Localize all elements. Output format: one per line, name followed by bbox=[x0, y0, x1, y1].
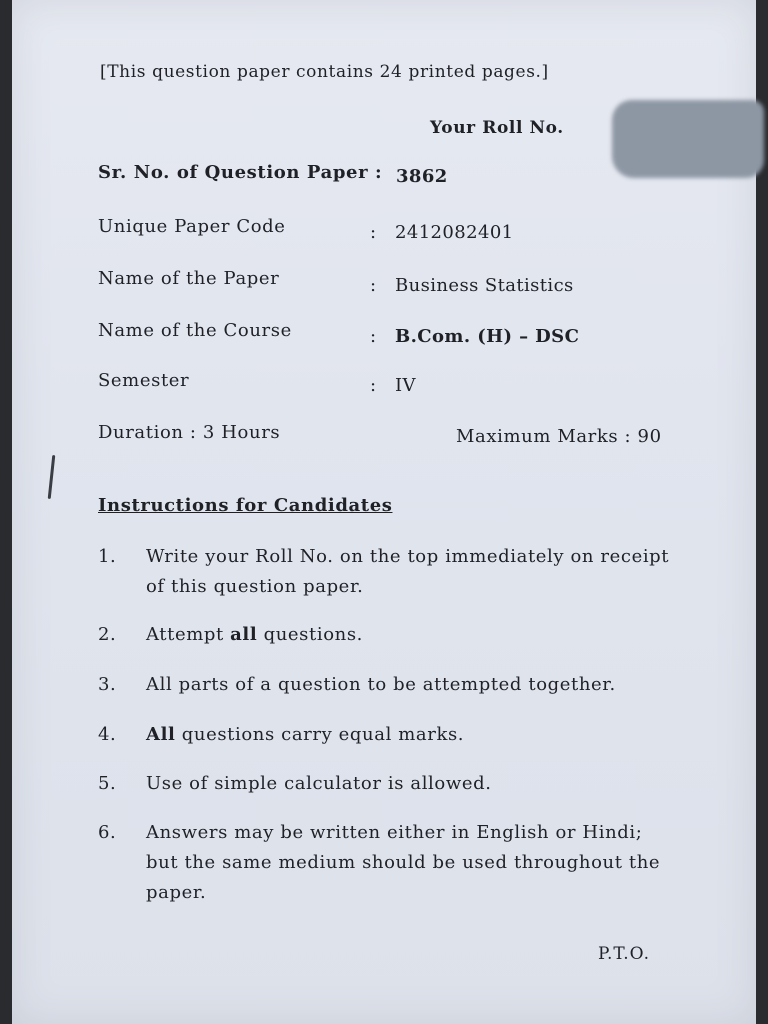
roll-number-label: Your Roll No. bbox=[430, 118, 564, 138]
instruction-number: 3. bbox=[98, 674, 117, 695]
instruction-number: 2. bbox=[98, 624, 117, 645]
course-name-label: Name of the Course bbox=[98, 320, 292, 341]
instruction-text: Use of simple calculator is allowed. bbox=[146, 773, 492, 794]
instruction-text: Write your Roll No. on the top immediately on receipt of this question paper. bbox=[146, 546, 670, 597]
instructions-title: Instructions for Candidates bbox=[98, 495, 393, 516]
page-count-note: [This question paper contains 24 printed pages.] bbox=[100, 62, 549, 82]
semester-label: Semester bbox=[98, 370, 190, 391]
instruction-text: Attempt all questions. bbox=[146, 624, 364, 645]
instruction-number: 4. bbox=[98, 724, 117, 745]
sr-no-value: 3862 bbox=[396, 166, 448, 187]
sr-no-label: Sr. No. of Question Paper : bbox=[98, 162, 383, 183]
redacted-roll-number bbox=[612, 100, 764, 178]
semester-value: IV bbox=[395, 375, 416, 396]
paper-code-value: 2412082401 bbox=[395, 222, 514, 243]
paper-code-label: Unique Paper Code bbox=[98, 216, 286, 237]
paper-name-label: Name of the Paper bbox=[98, 268, 280, 289]
instruction-text: All parts of a question to be attempted together. bbox=[146, 674, 616, 695]
instruction-text: Answers may be written either in English or Hindi; but the same medium should be used throughout the paper. bbox=[146, 822, 661, 903]
maximum-marks: Maximum Marks : 90 bbox=[456, 426, 662, 447]
course-name-value: B.Com. (H) – DSC bbox=[395, 326, 580, 347]
margin-mark bbox=[48, 455, 56, 499]
instruction-number: 1. bbox=[98, 546, 117, 567]
paper-code-colon: : bbox=[370, 222, 377, 243]
duration: Duration : 3 Hours bbox=[98, 422, 281, 443]
paper-name-value: Business Statistics bbox=[395, 275, 574, 296]
instruction-text: All questions carry equal marks. bbox=[146, 724, 465, 745]
paper-name-colon: : bbox=[370, 275, 377, 296]
instruction-number: 5. bbox=[98, 773, 117, 794]
please-turn-over: P.T.O. bbox=[598, 944, 650, 964]
instruction-number: 6. bbox=[98, 822, 117, 843]
semester-colon: : bbox=[370, 375, 377, 396]
course-name-colon: : bbox=[370, 326, 377, 347]
